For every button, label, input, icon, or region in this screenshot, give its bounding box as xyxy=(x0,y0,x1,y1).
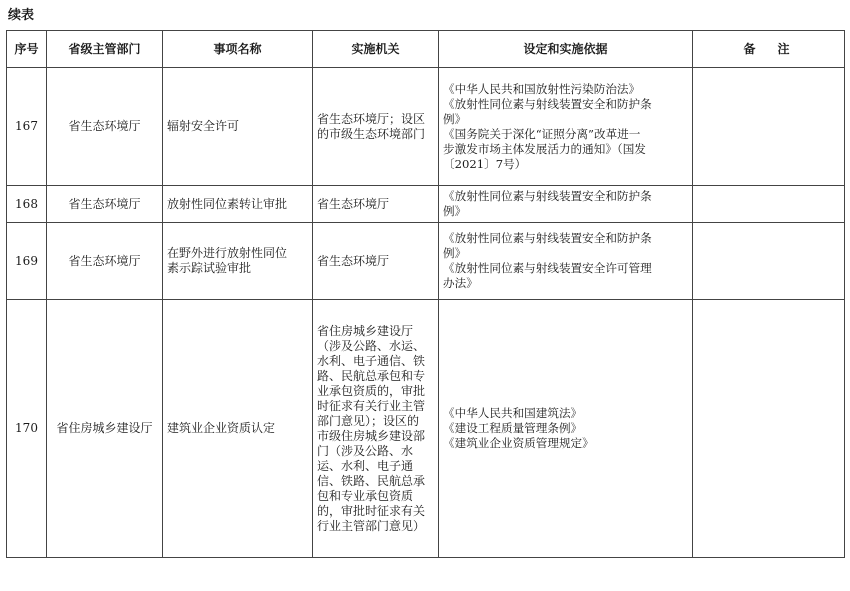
header-basis: 设定和实施依据 xyxy=(439,31,693,68)
basis-line: 《放射性同位素与射线装置安全和防护条 xyxy=(443,96,652,111)
basis-line: 办法》 xyxy=(443,276,478,290)
agency-line: 部门意见）；设区的 xyxy=(317,413,420,428)
basis-line: 《放射性同位素与射线装置安全和防护条 xyxy=(443,189,652,203)
agency-line: 省生态环境厅 xyxy=(317,253,390,268)
cell-dept: 省生态环境厅 xyxy=(47,186,163,223)
agency-line: 时征求有关行业主管 xyxy=(317,398,426,413)
cell-agency xyxy=(313,223,439,300)
basis-line: 例》 xyxy=(443,204,467,218)
cell-seq: 170 xyxy=(7,300,47,558)
header-dept: 省级主管部门 xyxy=(47,31,163,68)
agency-line: 的市级生态环境部门 xyxy=(317,126,426,141)
cell-seq: 169 xyxy=(7,223,47,300)
agency-line: 省住房城乡建设厅 xyxy=(317,323,414,338)
item-line: 放射性同位素转让审批 xyxy=(167,196,288,211)
agency-line: 门（涉及公路、水 xyxy=(317,443,414,458)
agency-line: 信、铁路、民航总承 xyxy=(317,473,426,488)
header-row xyxy=(7,31,845,68)
basis-line: 《建筑业企业资质管理规定》 xyxy=(443,436,594,450)
table-caption: 续表 xyxy=(8,8,35,23)
agency-line: 省生态环境厅 xyxy=(317,196,390,211)
agency-line: 水利、电子通信、铁 xyxy=(317,353,426,368)
agency-line: 运、水利、电子通 xyxy=(317,458,414,473)
cell-note xyxy=(693,300,845,558)
item-line: 在野外进行放射性同位 xyxy=(167,246,288,260)
cell-dept: 省生态环境厅 xyxy=(47,68,163,186)
basis-line: 〔2021〕7号） xyxy=(443,156,527,171)
cell-agency xyxy=(313,68,439,186)
cell-basis xyxy=(439,68,693,186)
agency-line: 市级住房城乡建设部 xyxy=(317,428,426,443)
table-row xyxy=(7,186,845,223)
cell-item xyxy=(163,68,313,186)
header-agency: 实施机关 xyxy=(313,31,439,68)
cell-basis xyxy=(439,186,693,223)
cell-seq: 167 xyxy=(7,68,47,186)
agency-line: 省生态环境厅；设区 xyxy=(317,111,426,126)
table-row xyxy=(7,68,845,186)
basis-line: 《放射性同位素与射线装置安全许可管理 xyxy=(443,261,652,275)
basis-line: 《中华人民共和国放射性污染防治法》 xyxy=(443,81,641,96)
header-seq: 序号 xyxy=(7,31,47,68)
cell-basis xyxy=(439,223,693,300)
cell-dept: 省生态环境厅 xyxy=(47,223,163,300)
cell-agency xyxy=(313,300,439,558)
cell-note xyxy=(693,68,845,186)
basis-line: 《建设工程质量管理条例》 xyxy=(443,421,583,435)
cell-item xyxy=(163,300,313,558)
item-line: 素示踪试验审批 xyxy=(167,261,252,275)
cell-item xyxy=(163,186,313,223)
basis-line: 例》 xyxy=(443,246,467,260)
agency-line: 路、民航总承包和专 xyxy=(317,368,426,383)
cell-note xyxy=(693,223,845,300)
table-row xyxy=(7,300,845,558)
basis-line: 步激发市场主体发展活力的通知》（国发 xyxy=(443,141,646,156)
basis-line: 《中华人民共和国建筑法》 xyxy=(443,406,583,420)
agency-line: （涉及公路、水运、 xyxy=(317,338,426,353)
item-line: 建筑业企业资质认定 xyxy=(167,421,276,435)
agency-line: 业承包资质的，审批 xyxy=(317,383,426,398)
table-row xyxy=(7,223,845,300)
cell-item xyxy=(163,223,313,300)
agency-line: 行业主管部门意见） xyxy=(317,518,426,533)
cell-dept: 省住房城乡建设厅 xyxy=(47,300,163,558)
basis-line: 《放射性同位素与射线装置安全和防护条 xyxy=(443,231,652,245)
header-item: 事项名称 xyxy=(163,31,313,68)
agency-line: 包和专业承包资质 xyxy=(317,488,414,503)
basis-line: 例》 xyxy=(443,111,467,126)
approval-items-table xyxy=(6,30,845,558)
cell-seq: 168 xyxy=(7,186,47,223)
cell-basis xyxy=(439,300,693,558)
header-note: 备注 xyxy=(693,31,845,68)
agency-line: 的，审批时征求有关 xyxy=(317,503,426,518)
cell-agency xyxy=(313,186,439,223)
cell-note xyxy=(693,186,845,223)
item-line: 辐射安全许可 xyxy=(167,119,240,133)
basis-line: 《国务院关于深化“证照分离”改革进一 xyxy=(443,126,641,141)
